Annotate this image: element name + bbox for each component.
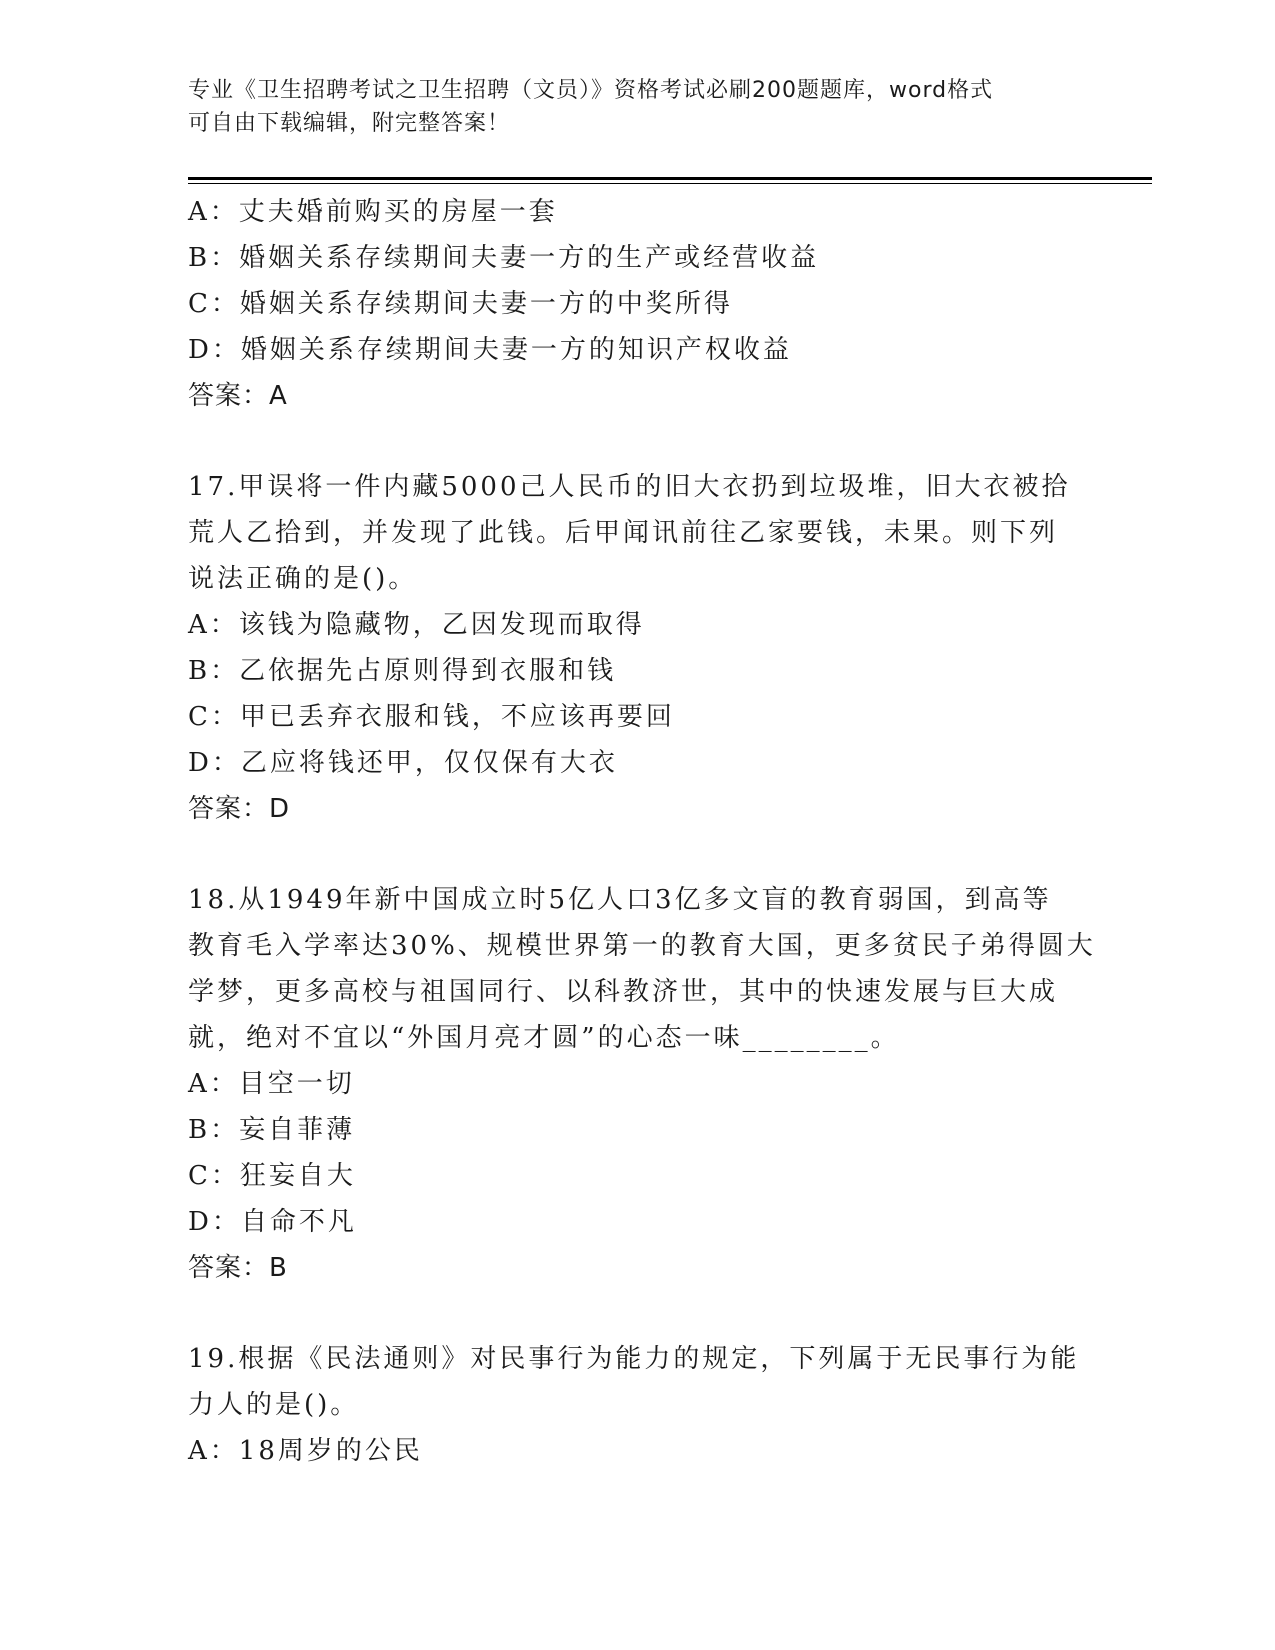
question-stem-line: 教育毛入学率达30%、规模世界第一的教育大国，更多贫民子弟得圆大: [188, 931, 1096, 961]
question-stem-line: 说法正确的是()。: [188, 564, 418, 594]
option-d: D：婚姻关系存续期间夫妻一方的知识产权收益: [188, 335, 792, 365]
option-b: B：妄自菲薄: [188, 1115, 356, 1145]
option-a: A：目空一切: [188, 1069, 355, 1099]
question-stem-line: 19.根据《民法通则》对民事行为能力的规定，下列属于无民事行为能: [188, 1344, 1080, 1374]
question-18: [188, 877, 1128, 1291]
option-b: B：乙依据先占原则得到衣服和钱: [188, 656, 617, 686]
header-line-1: 专业《卫生招聘考试之卫生招聘（文员）》资格考试必刷200题题库，word格式: [188, 78, 994, 103]
question-content: [188, 189, 1128, 1474]
option-c: C：狂妄自大: [188, 1161, 356, 1191]
question-16: [188, 189, 1128, 419]
document-header: [188, 74, 1068, 140]
header-rule-thin: [188, 183, 1152, 184]
option-d: D：乙应将钱还甲，仅仅保有大衣: [188, 748, 618, 778]
question-stem-line: 力人的是()。: [188, 1390, 360, 1420]
question-19: [188, 1336, 1128, 1474]
option-b: B：婚姻关系存续期间夫妻一方的生产或经营收益: [188, 243, 820, 273]
question-stem-line: 荒人乙拾到，并发现了此钱。后甲闻讯前往乙家要钱，未果。则下列: [188, 518, 1059, 548]
option-d: D：自命不凡: [188, 1207, 357, 1237]
answer-line: 答案：B: [188, 1253, 288, 1283]
option-c: C：甲已丢弃衣服和钱，不应该再要回: [188, 702, 675, 732]
question-17: [188, 464, 1128, 832]
question-stem-line: 学梦，更多高校与祖国同行、以科教济世，其中的快速发展与巨大成: [188, 977, 1059, 1007]
header-line-2: 可自由下载编辑，附完整答案！: [188, 111, 511, 136]
option-a: A：18周岁的公民: [188, 1436, 423, 1466]
header-rule-thick: [188, 177, 1152, 180]
option-c: C：婚姻关系存续期间夫妻一方的中奖所得: [188, 289, 733, 319]
answer-line: 答案：A: [188, 381, 288, 411]
question-stem-line: 18.从1949年新中国成立时5亿人口3亿多文盲的教育弱国，到高等: [188, 885, 1052, 915]
question-stem-line: 就，绝对不宜以“外国月亮才圆”的心态一味________。: [188, 1023, 900, 1053]
option-a: A：该钱为隐藏物，乙因发现而取得: [188, 610, 645, 640]
option-a: A：丈夫婚前购买的房屋一套: [188, 197, 558, 227]
question-stem-line: 17.甲误将一件内藏5000己人民币的旧大衣扔到垃圾堆，旧大衣被拾: [188, 472, 1071, 502]
answer-line: 答案：D: [188, 794, 291, 824]
